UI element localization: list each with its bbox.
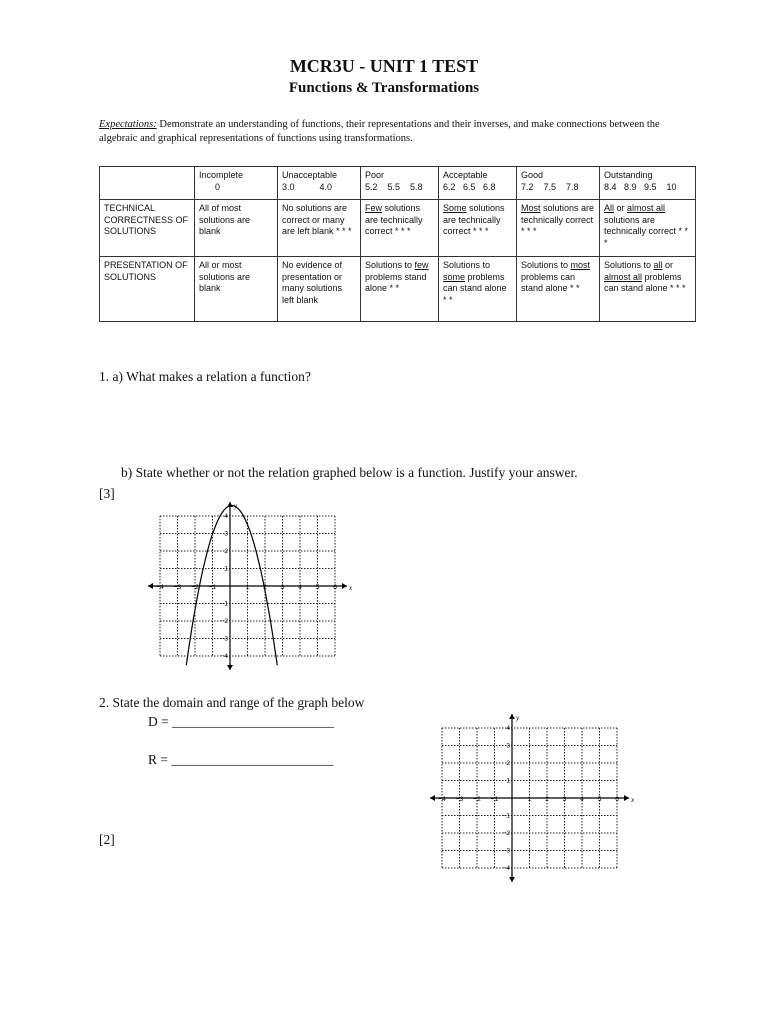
rubric-criterion: PRESENTATION OF SOLUTIONS [100,257,195,322]
y-tick-label: −2 [220,618,228,625]
expectations-label: Expectations: [99,119,157,130]
rubric-level: Incomplete 0 [195,167,278,200]
rubric-table [99,166,696,322]
y-tick-label: 2 [224,548,228,555]
x-axis-label: x [631,796,635,804]
test-title: MCR3U - UNIT 1 TEST [289,56,479,76]
y-tick-label: −3 [220,635,228,643]
x-tick-label: −4 [438,796,446,803]
x-tick-label: 1 [245,584,250,591]
x-tick-label: 5 [597,796,602,803]
x-tick-label: 6 [333,584,337,591]
y-tick-label: 1 [224,565,228,573]
rubric-cell: Few solutions are technically correct * * * [361,200,439,257]
rubric-cell: Solutions to few problems stand alone * * [361,257,439,322]
y-tick-label: 1 [506,777,510,785]
rubric-cell: Most solutions are technically correct * * * [517,200,600,257]
x-tick-label: 3 [280,584,285,591]
y-tick-label: −1 [220,600,228,608]
rubric-corner-cell [100,167,195,200]
x-tick-label: −3 [173,584,182,591]
domain-answer-line[interactable]: D = ________________________ [148,714,335,729]
x-tick-label: 5 [315,584,320,591]
rubric-cell: Solutions to some problems can stand alone * * [439,257,517,322]
rubric-criterion: TECHNICAL CORRECTNESS OF SOLUTIONS [100,200,195,257]
x-tick-label: −2 [473,796,481,803]
x-tick-label: 1 [527,796,532,803]
rubric-cell: No evidence of presentation or many solutions left blank [278,257,361,322]
rubric-row-presentation [100,257,696,322]
y-tick-label: −2 [502,830,510,837]
rubric-cell: All or most solutions are blank [195,257,278,322]
y-tick-label: −1 [502,812,510,820]
range-answer-line[interactable]: R = ________________________ [148,752,334,767]
x-tick-label: −1 [208,584,217,591]
y-tick-label: 3 [224,530,228,538]
rubric-cell: Solutions to most problems can stand alone * * [517,257,600,322]
x-tick-label: 4 [298,584,302,591]
rubric-cell: All or almost all solutions are technically correct * * * [600,200,696,257]
rubric-cell: No solutions are correct or many are left blank * * * [278,200,361,257]
y-axis-label: y [516,714,520,722]
question-2-marks: [2] [99,832,115,847]
x-tick-label: 4 [580,796,584,803]
rubric-row-technical [100,200,696,257]
y-tick-label: −4 [502,865,510,872]
x-tick-label: −3 [455,796,464,803]
rubric-cell: Solutions to all or almost all problems can stand alone * * * [600,257,696,322]
question-1-marks: [3] [99,486,115,501]
question-2: 2. State the domain and range of the graph below [99,695,365,710]
x-tick-label: 2 [545,796,549,803]
rubric-level: Poor 5.2 5.5 5.8 [361,167,439,200]
y-tick-label: −4 [220,653,228,660]
question-1b: b) State whether or not the relation graphed below is a function. Justify your answer. [121,465,578,480]
rubric-cell: Some solutions are technically correct * * * [439,200,517,257]
y-tick-label: 4 [224,513,228,520]
y-tick-label: 4 [506,725,510,732]
x-tick-label: −1 [490,796,499,803]
graph-2-blank-grid [428,712,635,902]
expectations-text: Demonstrate an understanding of functions, their representations and their inverses, and make connections between the algebraic and graphical representations of functions using transformations. [99,119,660,144]
rubric-level: Outstanding 8.4 8.9 9.5 10 [600,167,696,200]
x-tick-label: 2 [263,584,267,591]
rubric-level: Acceptable 6.2 6.5 6.8 [439,167,517,200]
rubric-cell: All of most solutions are blank [195,200,278,257]
y-tick-label: 2 [506,760,510,767]
graph-1-parabola [146,500,353,690]
expectations [99,118,699,146]
parabola-curve [186,506,277,666]
y-tick-label: −3 [502,847,510,855]
y-axis-label: y [234,502,238,510]
x-axis-label: x [349,584,353,592]
x-tick-label: −4 [156,584,164,591]
x-tick-label: −2 [191,584,199,591]
x-tick-label: 3 [562,796,567,803]
x-tick-label: 6 [615,796,619,803]
y-tick-label: 3 [506,742,510,750]
rubric-header-row [100,167,696,200]
rubric-level: Unacceptable 3.0 4.0 [278,167,361,200]
question-1a: 1. a) What makes a relation a function? [99,369,311,384]
rubric-level: Good 7.2 7.5 7.8 [517,167,600,200]
test-subtitle: Functions & Transformations [288,80,480,96]
